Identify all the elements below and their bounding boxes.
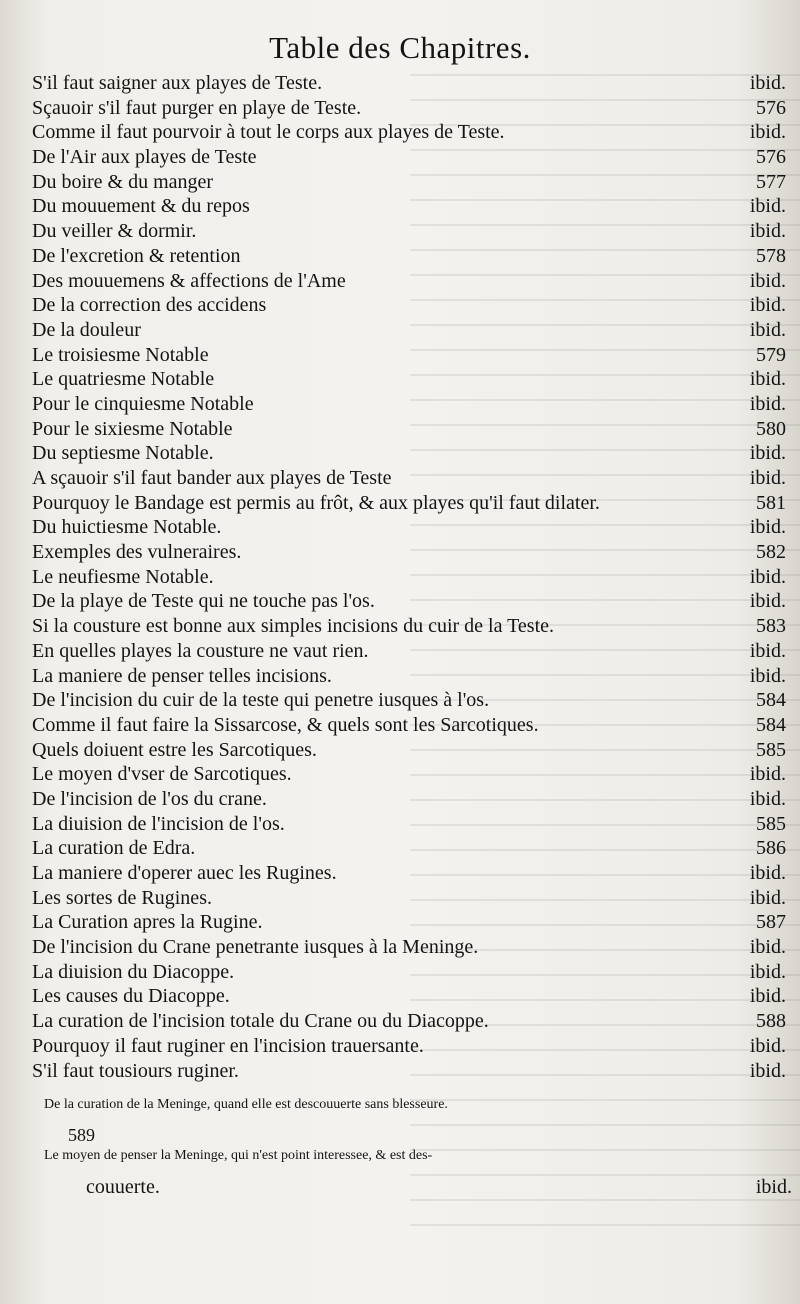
table-row: [32, 170, 792, 195]
chapter-title: Les sortes de Rugines.: [32, 886, 212, 909]
chapter-title: De l'incision de l'os du crane.: [32, 787, 267, 810]
table-row: [32, 491, 792, 516]
page-reference: 584: [756, 689, 786, 712]
chapter-title: Du huictiesme Notable.: [32, 516, 222, 539]
page-reference: ibid.: [749, 220, 786, 243]
page-reference: 582: [756, 541, 786, 564]
table-row: [32, 589, 792, 614]
chapter-title: Du septiesme Notable.: [32, 442, 214, 465]
table-row: [32, 244, 792, 269]
chapter-title: De la correction des accidens: [32, 294, 267, 317]
table-row: [32, 145, 792, 170]
chapter-title: De l'incision du Crane penetrante iusques à la Meninge.: [32, 936, 479, 959]
table-row: [32, 886, 792, 911]
page-reference: ibid.: [749, 392, 786, 415]
chapter-title: S'il faut saigner aux playes de Teste.: [32, 72, 323, 94]
page-reference: ibid.: [749, 72, 786, 94]
page-reference: ibid.: [749, 960, 786, 983]
table-row: [32, 1034, 792, 1059]
page-reference: 584: [756, 713, 786, 736]
chapter-title: La curation de l'incision totale du Crane ou du Diacoppe.: [32, 1010, 489, 1033]
page-reference: 585: [756, 738, 786, 761]
page-reference: ibid.: [749, 467, 786, 489]
table-row: [32, 293, 792, 318]
table-row: [32, 960, 792, 985]
page-reference: ibid.: [749, 590, 786, 613]
chapter-title: Le quatriesme Notable: [32, 368, 215, 391]
chapter-title: Du mouuement & du repos: [32, 195, 250, 218]
chapter-title: Le moyen d'vser de Sarcotiques.: [32, 763, 292, 786]
page-reference: ibid.: [749, 787, 786, 810]
table-row: [32, 935, 792, 960]
chapter-title: A sçauoir s'il faut bander aux playes de Teste: [32, 467, 392, 489]
chapter-title: En quelles playes la cousture ne vaut rien.: [32, 639, 369, 662]
table-row: [32, 639, 792, 664]
table-row: [32, 269, 792, 294]
chapter-title: La Curation apres la Rugine.: [32, 911, 263, 934]
chapter-title: De l'excretion & retention: [32, 244, 241, 267]
table-row: [32, 910, 792, 935]
chapter-title: Pour le sixiesme Notable: [32, 417, 233, 440]
table-row: [32, 984, 792, 1009]
page-reference: ibid.: [749, 664, 786, 687]
page-reference: ibid.: [749, 639, 786, 662]
table-row: [32, 120, 792, 145]
chapter-title: Du veiller & dormir.: [32, 220, 197, 243]
page-reference: 580: [756, 417, 786, 440]
page-reference: ibid.: [749, 442, 786, 465]
chapter-title: Les causes du Diacoppe.: [32, 985, 230, 1008]
chapter-table: [32, 71, 792, 1083]
chapter-title: La curation de Edra.: [32, 837, 196, 860]
chapter-title: Exemples des vulneraires.: [32, 541, 242, 564]
table-row: [32, 664, 792, 689]
page-reference: 587: [756, 911, 786, 934]
chapter-title: De l'incision du cuir de la teste qui penetre iusques à l'os.: [32, 689, 490, 712]
table-row: [32, 1059, 792, 1084]
chapter-title: Sçauoir s'il faut purger en playe de Teste.: [32, 96, 362, 119]
chapter-title: Des mouuemens & affections de l'Ame: [32, 269, 346, 292]
chapter-title: Pour le cinquiesme Notable: [32, 392, 254, 415]
table-row: [32, 540, 792, 565]
long-entry-1-text: De la curation de la Meninge, quand elle est descouuerte sans blesseure.: [44, 1097, 448, 1112]
page-reference: 576: [756, 96, 786, 119]
page-reference: 583: [756, 615, 786, 638]
table-row: [32, 71, 792, 96]
table-row: [32, 417, 792, 442]
page-reference: ibid.: [749, 121, 786, 144]
page-reference: ibid.: [749, 936, 786, 959]
long-entry-2-page: ibid.: [755, 1176, 792, 1198]
page-reference: 576: [756, 146, 786, 169]
page-reference: 578: [756, 244, 786, 267]
table-row: [32, 392, 792, 417]
chapter-title: De la douleur: [32, 318, 141, 341]
chapter-title: Pourquoy il faut ruginer en l'incision trauersante.: [32, 1034, 424, 1057]
page-reference: ibid.: [749, 985, 786, 1008]
table-row: [32, 614, 792, 639]
page-title: Table des Chapitres.: [269, 30, 531, 65]
table-row: [32, 738, 792, 763]
table-row: [32, 515, 792, 540]
chapter-title: Comme il faut faire la Sissarcose, & quels sont les Sarcotiques.: [32, 713, 539, 736]
table-row: [32, 441, 792, 466]
table-row: [32, 96, 792, 121]
long-entry-2-continuation: couuerte.: [86, 1176, 160, 1198]
table-row: [32, 812, 792, 837]
page-reference: 577: [756, 170, 786, 193]
table-row: [32, 762, 792, 787]
page-reference: ibid.: [749, 516, 786, 539]
table-row: [32, 787, 792, 812]
chapter-title: Quels doiuent estre les Sarcotiques.: [32, 738, 317, 761]
chapter-title: La diuision du Diacoppe.: [32, 960, 235, 983]
page-reference: ibid.: [749, 763, 786, 786]
page-reference: ibid.: [749, 1059, 786, 1082]
table-row: [32, 1009, 792, 1034]
chapter-title: Si la cousture est bonne aux simples incisions du cuir de la Teste.: [32, 615, 555, 638]
chapter-title: La maniere de penser telles incisions.: [32, 664, 332, 687]
page-reference: ibid.: [749, 565, 786, 588]
table-row: [32, 367, 792, 392]
page-reference: 586: [756, 837, 786, 860]
table-row: [32, 565, 792, 590]
chapter-title: La maniere d'operer auec les Rugines.: [32, 862, 337, 884]
table-row: [32, 318, 792, 343]
table-row: [32, 713, 792, 738]
table-row: [32, 688, 792, 713]
page-reference: ibid.: [749, 886, 786, 909]
page-reference: ibid.: [749, 1034, 786, 1057]
page-reference: 579: [756, 343, 786, 366]
long-entry-2: [44, 1148, 794, 1198]
chapter-title: Du boire & du manger: [32, 170, 214, 193]
chapter-title: Comme il faut pourvoir à tout le corps aux playes de Teste.: [32, 121, 505, 144]
table-row: [32, 861, 792, 886]
table-row: [32, 466, 792, 491]
page-reference: ibid.: [749, 862, 786, 884]
table-row: [32, 836, 792, 861]
chapter-title: De la playe de Teste qui ne touche pas l'os.: [32, 590, 375, 613]
long-entry-1: [44, 1097, 794, 1145]
page-reference: ibid.: [749, 318, 786, 341]
chapter-title: De l'Air aux playes de Teste: [32, 146, 257, 169]
page-reference: ibid.: [749, 294, 786, 317]
page-reference: 585: [756, 812, 786, 835]
chapter-title: Le troisiesme Notable: [32, 343, 209, 366]
page-reference: ibid.: [749, 269, 786, 292]
table-row: [32, 343, 792, 368]
page-reference: 581: [756, 491, 786, 514]
chapter-title: S'il faut tousiours ruginer.: [32, 1059, 239, 1082]
table-row: [32, 194, 792, 219]
chapter-title: La diuision de l'incision de l'os.: [32, 812, 285, 835]
page-reference: ibid.: [749, 195, 786, 218]
long-entry-1-page: 589: [68, 1125, 95, 1145]
chapter-title: Pourquoy le Bandage est permis au frôt, & aux playes qu'il faut dilater.: [32, 491, 600, 514]
chapter-title: Le neufiesme Notable.: [32, 565, 214, 588]
page-reference: ibid.: [749, 368, 786, 391]
page-reference: 588: [756, 1010, 786, 1033]
long-entry-2-text: Le moyen de penser la Meninge, qui n'est point interessee, & est des-: [44, 1148, 433, 1163]
table-row: [32, 219, 792, 244]
